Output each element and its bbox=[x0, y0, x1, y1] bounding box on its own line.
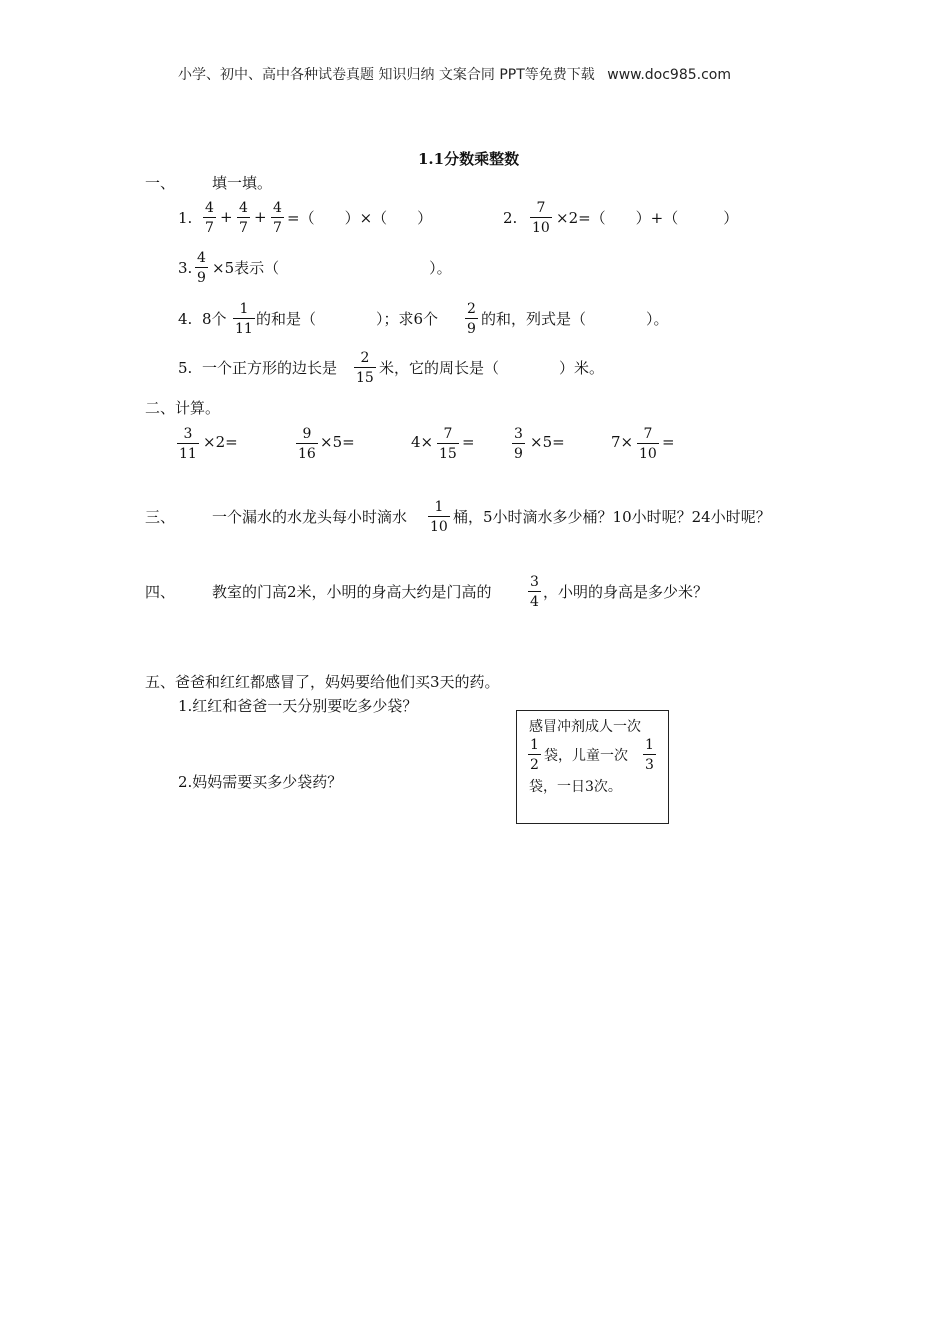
numerator: 4 bbox=[197, 250, 206, 266]
denominator: 16 bbox=[298, 446, 316, 462]
section-5-q2: 2.妈妈需要买多少袋药？ bbox=[178, 773, 343, 791]
calc-1-fraction bbox=[177, 427, 199, 461]
q4-fraction-1 bbox=[233, 302, 255, 336]
header-text: 小学、初中、高中各种试卷真题 知识归纳 文案合同 PPT等免费下载 bbox=[178, 67, 595, 83]
q1-number: 1. bbox=[178, 209, 193, 227]
q4-fraction-2 bbox=[465, 302, 478, 336]
q5-fraction bbox=[354, 351, 376, 385]
q4-part1: 8个 bbox=[202, 310, 227, 328]
numerator: 3 bbox=[183, 426, 193, 442]
calc-5-fraction bbox=[637, 427, 659, 461]
section-3-part2: 桶，5小时滴水多少桶？10小时呢？24小时呢？ bbox=[453, 508, 771, 526]
numerator: 4 bbox=[273, 200, 282, 216]
numerator: 9 bbox=[302, 426, 312, 442]
numerator: 1 bbox=[645, 737, 654, 753]
calc-2-fraction bbox=[296, 427, 318, 461]
q1-tail: =（ ）×（ ） bbox=[287, 209, 433, 227]
denominator: 15 bbox=[356, 370, 374, 386]
section-5-heading: 五、爸爸和红红都感冒了，妈妈要给他们买3天的药。 bbox=[145, 673, 500, 691]
section-5-q1: 1.红红和爸爸一天分别要吃多少袋？ bbox=[178, 697, 418, 715]
numerator: 1 bbox=[434, 499, 444, 515]
denominator: 11 bbox=[179, 446, 197, 462]
section-2-heading: 二、计算。 bbox=[145, 399, 221, 417]
numerator: 3 bbox=[530, 574, 539, 590]
denominator: 4 bbox=[530, 594, 539, 610]
calc-1-suffix: ×2= bbox=[203, 433, 238, 451]
numerator: 1 bbox=[530, 737, 539, 753]
numerator: 2 bbox=[360, 350, 370, 366]
calc-4-fraction bbox=[512, 427, 525, 461]
denominator: 9 bbox=[197, 270, 206, 286]
section-4-part1: 教室的门高2米，小明的身高大约是门高的 bbox=[212, 583, 492, 601]
box-line-3: 袋，一日3次。 bbox=[529, 779, 622, 795]
numerator: 2 bbox=[467, 301, 476, 317]
denominator: 9 bbox=[514, 446, 523, 462]
box-line-2: 袋，儿童一次 bbox=[544, 748, 628, 764]
denominator: 7 bbox=[239, 220, 248, 236]
section-1-marker: 一、 bbox=[145, 174, 176, 192]
q2-number: 2. bbox=[503, 209, 518, 227]
q4-part2: 的和是（ ）；求6个 bbox=[256, 310, 439, 328]
denominator: 9 bbox=[467, 321, 476, 337]
calc-3-prefix: 4× bbox=[411, 433, 434, 451]
denominator: 10 bbox=[532, 220, 550, 236]
q2-fraction bbox=[530, 201, 552, 235]
section-4-fraction bbox=[528, 575, 541, 609]
box-fraction-adult bbox=[528, 738, 541, 772]
denominator: 11 bbox=[235, 321, 253, 337]
calc-3-suffix: = bbox=[462, 433, 475, 451]
q1-fraction-1 bbox=[203, 201, 216, 235]
denominator: 7 bbox=[273, 220, 282, 236]
section-3-fraction bbox=[428, 500, 450, 534]
section-4-marker: 四、 bbox=[145, 583, 176, 601]
medicine-info-box bbox=[516, 710, 669, 824]
box-fraction-child bbox=[643, 738, 656, 772]
denominator: 2 bbox=[530, 757, 539, 773]
q4-number: 4. bbox=[178, 310, 193, 328]
denominator: 3 bbox=[645, 757, 654, 773]
denominator: 10 bbox=[430, 519, 448, 535]
header-website-link[interactable]: www.doc985.com bbox=[607, 67, 731, 83]
q1-fraction-2 bbox=[237, 201, 250, 235]
calc-4-suffix: ×5= bbox=[530, 433, 565, 451]
page-title: 1.1分数乘整数 bbox=[418, 150, 520, 168]
section-3-part1: 一个漏水的水龙头每小时滴水 bbox=[212, 508, 408, 526]
calc-2-suffix: ×5= bbox=[320, 433, 355, 451]
numerator: 3 bbox=[514, 426, 523, 442]
q3-number: 3. bbox=[178, 259, 193, 277]
numerator: 1 bbox=[239, 301, 249, 317]
calc-5-prefix: 7× bbox=[611, 433, 634, 451]
denominator: 15 bbox=[439, 446, 457, 462]
denominator: 10 bbox=[639, 446, 657, 462]
numerator: 4 bbox=[239, 200, 248, 216]
q2-tail: ×2=（ ）+（ ） bbox=[556, 209, 739, 227]
calc-3-fraction bbox=[437, 427, 459, 461]
section-1-heading: 填一填。 bbox=[212, 174, 273, 192]
q5-number: 5. bbox=[178, 359, 193, 377]
q5-part1: 一个正方形的边长是 bbox=[202, 359, 338, 377]
plus-sign: + bbox=[254, 208, 267, 226]
q4-part3: 的和，列式是（ ）。 bbox=[481, 310, 669, 328]
numerator: 7 bbox=[643, 426, 653, 442]
section-4-part2: ，小明的身高是多少米？ bbox=[543, 583, 709, 601]
q1-fraction-3 bbox=[271, 201, 284, 235]
numerator: 7 bbox=[443, 426, 453, 442]
calc-5-suffix: = bbox=[662, 433, 675, 451]
section-3-marker: 三、 bbox=[145, 508, 176, 526]
q5-part2: 米，它的周长是（ ）米。 bbox=[379, 359, 605, 377]
page-header bbox=[178, 68, 731, 82]
box-line-1: 感冒冲剂成人一次 bbox=[529, 719, 641, 735]
numerator: 4 bbox=[205, 200, 214, 216]
q3-fraction bbox=[195, 251, 208, 285]
denominator: 7 bbox=[205, 220, 214, 236]
plus-sign: + bbox=[220, 208, 233, 226]
q3-tail: ×5表示（ ）。 bbox=[212, 259, 452, 277]
numerator: 7 bbox=[536, 200, 546, 216]
